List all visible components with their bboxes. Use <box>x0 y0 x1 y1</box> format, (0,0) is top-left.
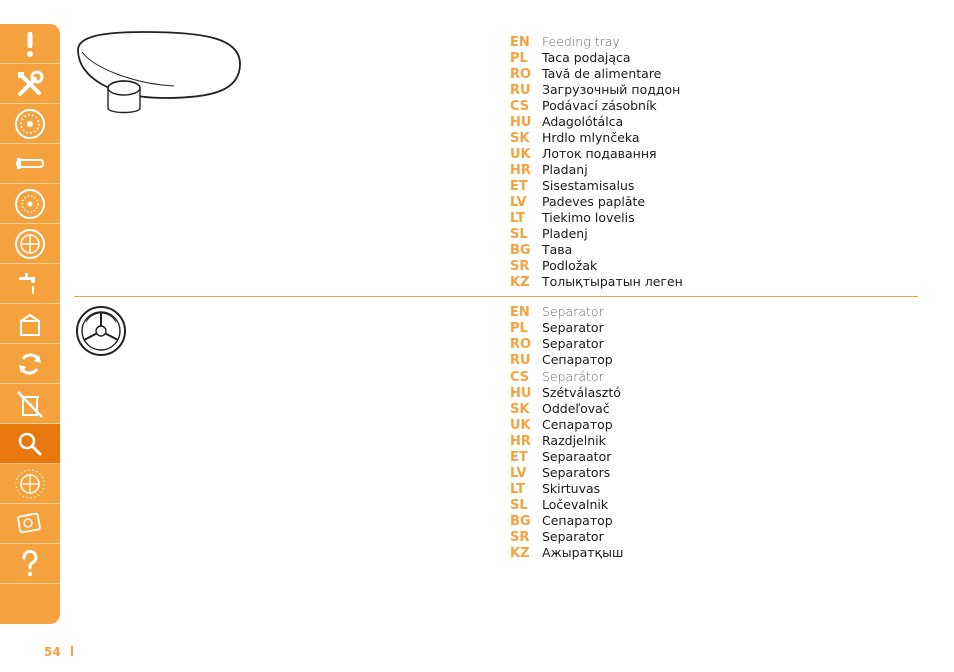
translation-row <box>510 545 623 561</box>
translation-row <box>510 50 631 66</box>
translation-label: Сепаратор <box>542 417 613 432</box>
language-code: RO <box>510 337 532 352</box>
translation-row <box>510 162 588 178</box>
translation-row <box>510 114 623 130</box>
language-code: SR <box>510 530 530 545</box>
language-code: SL <box>510 498 528 513</box>
translation-label: Separator <box>542 336 604 351</box>
translation-label: Separaator <box>542 449 612 464</box>
nav-item-environment[interactable] <box>0 384 60 424</box>
tap-icon <box>13 267 47 301</box>
juicer-disc-icon <box>13 227 47 261</box>
translation-row <box>510 258 597 274</box>
translation-label: Толықтыратын леген <box>542 274 683 289</box>
translation-row <box>510 66 661 82</box>
language-code: LV <box>510 466 527 481</box>
nav-item-grater-disc[interactable] <box>0 184 60 224</box>
nav-item-recipes[interactable] <box>0 504 60 544</box>
translation-row <box>510 481 600 497</box>
translation-label: Separátor <box>542 369 604 384</box>
translation-row <box>510 369 604 385</box>
translation-row <box>510 194 645 210</box>
translation-row <box>510 417 613 433</box>
translation-label: Separator <box>542 304 604 319</box>
translation-label: Adagolótálca <box>542 114 624 129</box>
box-icon <box>13 307 47 341</box>
language-code: UK <box>510 418 531 433</box>
nav-item-guarantee[interactable] <box>0 464 60 504</box>
translation-label: Oddeľovač <box>542 401 610 416</box>
language-code: EN <box>510 305 530 320</box>
translation-row <box>510 513 613 529</box>
language-code: KZ <box>510 546 530 561</box>
translation-label: Hrdlo mlynčeka <box>542 130 640 145</box>
translation-row <box>510 34 620 50</box>
translation-label: Сепаратор <box>542 352 613 367</box>
translation-label: Загрузочный поддон <box>542 82 681 97</box>
translation-label: Separator <box>542 529 604 544</box>
translation-label: Podávací zásobník <box>542 98 657 113</box>
nav-item-tools[interactable] <box>0 64 60 104</box>
translation-row <box>510 497 608 513</box>
language-code: RU <box>510 353 531 368</box>
translation-label: Separator <box>542 320 604 335</box>
question-icon <box>13 547 47 581</box>
translation-row <box>510 274 683 290</box>
translation-label: Лоток подавання <box>542 146 657 161</box>
tools-icon <box>13 67 47 101</box>
translation-label: Tiekimo lovelis <box>542 210 635 225</box>
language-code: HR <box>510 163 531 178</box>
translation-row <box>510 449 611 465</box>
translation-row <box>510 401 610 417</box>
nav-item-juicer-disc[interactable] <box>0 224 60 264</box>
translation-row <box>510 336 604 352</box>
separator-illustration <box>74 304 128 358</box>
language-code: PL <box>510 51 528 66</box>
recycle-icon <box>13 347 47 381</box>
page-number-marker <box>71 646 73 656</box>
globe-icon <box>13 467 47 501</box>
translation-label: Szétválasztó <box>542 385 621 400</box>
language-code: BG <box>510 243 531 258</box>
grater-disc-icon <box>13 187 47 221</box>
language-code: PL <box>510 321 528 336</box>
translation-label: Feeding tray <box>542 34 620 49</box>
translation-row <box>510 352 613 368</box>
nav-item-recycle[interactable] <box>0 344 60 384</box>
translation-label: Separators <box>542 465 611 480</box>
translation-label: Ločevalnik <box>542 497 609 512</box>
language-code: CS <box>510 99 530 114</box>
translation-row <box>510 385 621 401</box>
exclamation-icon <box>13 27 47 61</box>
translation-row <box>510 242 572 258</box>
translation-row <box>510 98 657 114</box>
language-code: KZ <box>510 275 530 290</box>
language-code: RU <box>510 83 531 98</box>
translation-row <box>510 178 634 194</box>
language-code: SK <box>510 131 530 146</box>
language-code: SL <box>510 227 528 242</box>
pusher-icon <box>13 147 47 181</box>
bin-icon <box>13 387 47 421</box>
feeding-tray-illustration <box>74 28 246 122</box>
language-code: HR <box>510 434 531 449</box>
translation-row <box>510 146 657 162</box>
translation-label: Тава <box>542 242 573 257</box>
nav-item-faq[interactable] <box>0 544 60 584</box>
translation-label: Sisestamisalus <box>542 178 635 193</box>
language-code: ET <box>510 450 528 465</box>
nav-item-storage[interactable] <box>0 304 60 344</box>
nav-item-safety[interactable] <box>0 24 60 64</box>
translation-label: Taca podająca <box>542 50 631 65</box>
language-code: LT <box>510 482 525 497</box>
translation-label: Сепаратор <box>542 513 613 528</box>
disc-icon <box>13 107 47 141</box>
language-code: LT <box>510 211 525 226</box>
language-code: HU <box>510 115 532 130</box>
translation-label: Podložak <box>542 258 598 273</box>
language-code: SR <box>510 259 530 274</box>
language-code: EN <box>510 35 530 50</box>
language-code: ET <box>510 179 528 194</box>
translation-row <box>510 304 604 320</box>
translation-label: Pladenj <box>542 226 588 241</box>
nav-item-parts-overview[interactable] <box>0 424 60 464</box>
translation-label: Razdjelnik <box>542 433 606 448</box>
language-code: LV <box>510 195 527 210</box>
translation-row <box>510 210 635 226</box>
translation-row <box>510 433 606 449</box>
translation-row <box>510 82 680 98</box>
section-divider <box>74 296 918 297</box>
language-code: RO <box>510 67 532 82</box>
language-code: SK <box>510 402 530 417</box>
translation-label: Ажыратқыш <box>542 545 624 560</box>
translation-label: Padeves paplāte <box>542 194 646 209</box>
language-code: HU <box>510 386 532 401</box>
translation-label: Tavă de alimentare <box>542 66 662 81</box>
translation-label: Pladanj <box>542 162 588 177</box>
language-code: UK <box>510 147 531 162</box>
nav-item-cleaning[interactable] <box>0 264 60 304</box>
magnifier-icon <box>13 427 47 461</box>
translation-row <box>510 130 640 146</box>
nav-item-disc[interactable] <box>0 104 60 144</box>
translation-row <box>510 226 588 242</box>
translation-row <box>510 529 604 545</box>
translation-row <box>510 465 610 481</box>
nav-item-pusher[interactable] <box>0 144 60 184</box>
sidebar-nav <box>0 24 60 624</box>
recipe-icon <box>13 507 47 541</box>
language-code: CS <box>510 370 530 385</box>
translation-label: Skirtuvas <box>542 481 601 496</box>
translation-row <box>510 320 604 336</box>
page-number: 54 <box>44 645 61 659</box>
language-code: BG <box>510 514 531 529</box>
